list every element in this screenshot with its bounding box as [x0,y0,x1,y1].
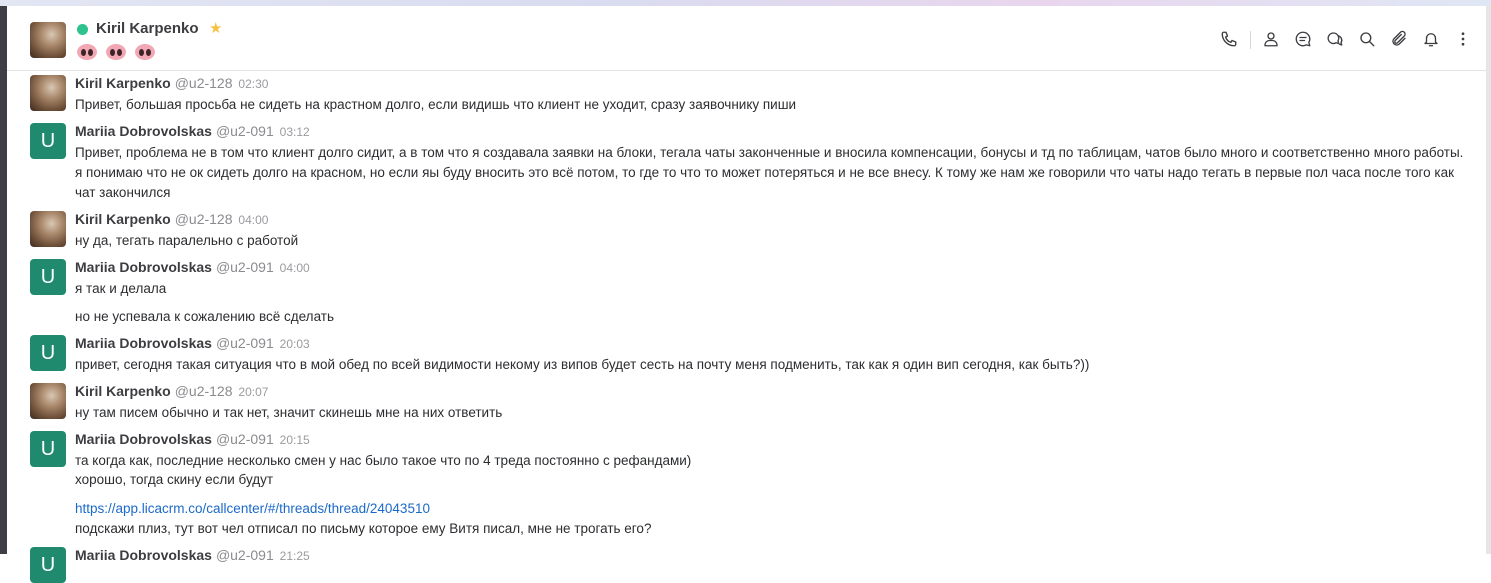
avatar[interactable] [30,211,66,247]
message-time[interactable]: 03:12 [279,125,310,139]
message-time[interactable]: 20:03 [279,337,310,351]
comment-icon[interactable] [1293,29,1313,49]
author-handle: @u2-128 [174,383,233,399]
message-link-line [75,499,1465,519]
search-icon[interactable] [1357,29,1377,49]
message-text: подскажи плиз, тут вот чел отписал по письму которое ему Витя писал, мне не трогать его? [75,521,652,536]
avatar[interactable] [30,75,66,111]
channel-title[interactable]: Kiril Karpenko [96,20,199,37]
author-name[interactable]: Mariia Dobrovolskas [75,123,212,139]
kebab-menu-icon[interactable] [1453,29,1473,49]
star-icon[interactable]: ★ [209,20,223,37]
author-handle: @u2-091 [215,547,274,563]
author-name[interactable]: Mariia Dobrovolskas [75,259,212,275]
online-status-icon [77,24,88,35]
phone-icon[interactable] [1219,29,1239,49]
scrollbar-track[interactable] [1486,6,1491,554]
avatar[interactable]: U [30,335,66,371]
author-name[interactable]: Mariia Dobrovolskas [75,547,212,563]
message-header [75,211,268,227]
avatar[interactable]: U [30,431,66,467]
pig-nose-emoji-icon [135,44,155,60]
message-header [75,259,310,275]
bell-icon[interactable] [1421,29,1441,49]
author-handle: @u2-091 [215,259,274,275]
pig-nose-emoji-icon [106,44,126,60]
message-header [75,335,310,351]
author-name[interactable]: Kiril Karpenko [75,211,171,227]
message-time[interactable]: 02:30 [238,77,269,91]
message-text: но не успевала к сожалению всё сделать [75,309,334,324]
toolbar-divider [1250,31,1251,49]
message-text: хорошо, тогда скину если будут [75,472,274,487]
message-time[interactable]: 04:00 [279,261,310,275]
channel-header [7,6,1486,71]
author-handle: @u2-091 [215,431,274,447]
message-header [75,75,268,91]
avatar[interactable]: U [30,259,66,295]
message-list [7,71,1486,576]
discussion-icon[interactable] [1325,29,1345,49]
author-handle: @u2-128 [174,211,233,227]
author-name[interactable]: Kiril Karpenko [75,75,171,91]
avatar[interactable]: U [30,547,66,583]
message-time[interactable]: 20:15 [279,433,310,447]
message-time[interactable]: 21:25 [279,549,310,563]
message-header [75,123,310,139]
message-header [75,431,310,447]
message-text: я так и делала [75,281,167,296]
author-handle: @u2-128 [174,75,233,91]
author-handle: @u2-091 [215,335,274,351]
message-text: ну там писем обычно и так нет, значит скинешь мне на них ответить [75,405,503,420]
left-sidebar-edge [0,6,7,554]
avatar[interactable] [30,383,66,419]
message-text: Привет, проблема не в том что клиент долго сидит, а в том что я создавала заявки на блоки, тегала чаты законченные и вносила компенсации, бонусы и тд по таблицам, чатов было много и соответственно много работы. я понимаю что не ок сидеть долго на красном, но если яы буду вносить это всё потом, то где то что то может потеряться и не все внесу. К тому же нам же говорили что чаты надо тегать в первые пол часа после того как чат закончился [75,145,1464,200]
message-text: ну да, тегать паралельно с работой [75,233,299,248]
paperclip-icon[interactable] [1389,29,1409,49]
message-time[interactable]: 20:07 [238,385,269,399]
message-header [75,383,268,399]
author-name[interactable]: Kiril Karpenko [75,383,171,399]
message-text: та когда как, последние несколько смен у нас было такое что по 4 треда постоянно с рефандами) [75,453,692,468]
user-icon[interactable] [1261,29,1281,49]
custom-status-emojis [77,44,155,60]
author-name[interactable]: Mariia Dobrovolskas [75,335,212,351]
message-text: привет, сегодня такая ситуация что в мой обед по всей видимости некому из випов будет сесть на почту меня подменить, так как я один вип сегодня, как быть?)) [75,357,1090,372]
author-name[interactable]: Mariia Dobrovolskas [75,431,212,447]
author-handle: @u2-091 [215,123,274,139]
message-time[interactable]: 04:00 [238,213,269,227]
message-text: Привет, большая просьба не сидеть на крастном долго, если видишь что клиент не уходит, сразу заявочнику пиши [75,97,797,112]
avatar[interactable]: U [30,123,66,159]
thread-link[interactable]: https://app.licacrm.co/callcenter/#/threads/thread/24043510 [75,501,430,516]
avatar[interactable] [30,22,66,58]
message-header [75,547,310,563]
pig-nose-emoji-icon [77,44,97,60]
